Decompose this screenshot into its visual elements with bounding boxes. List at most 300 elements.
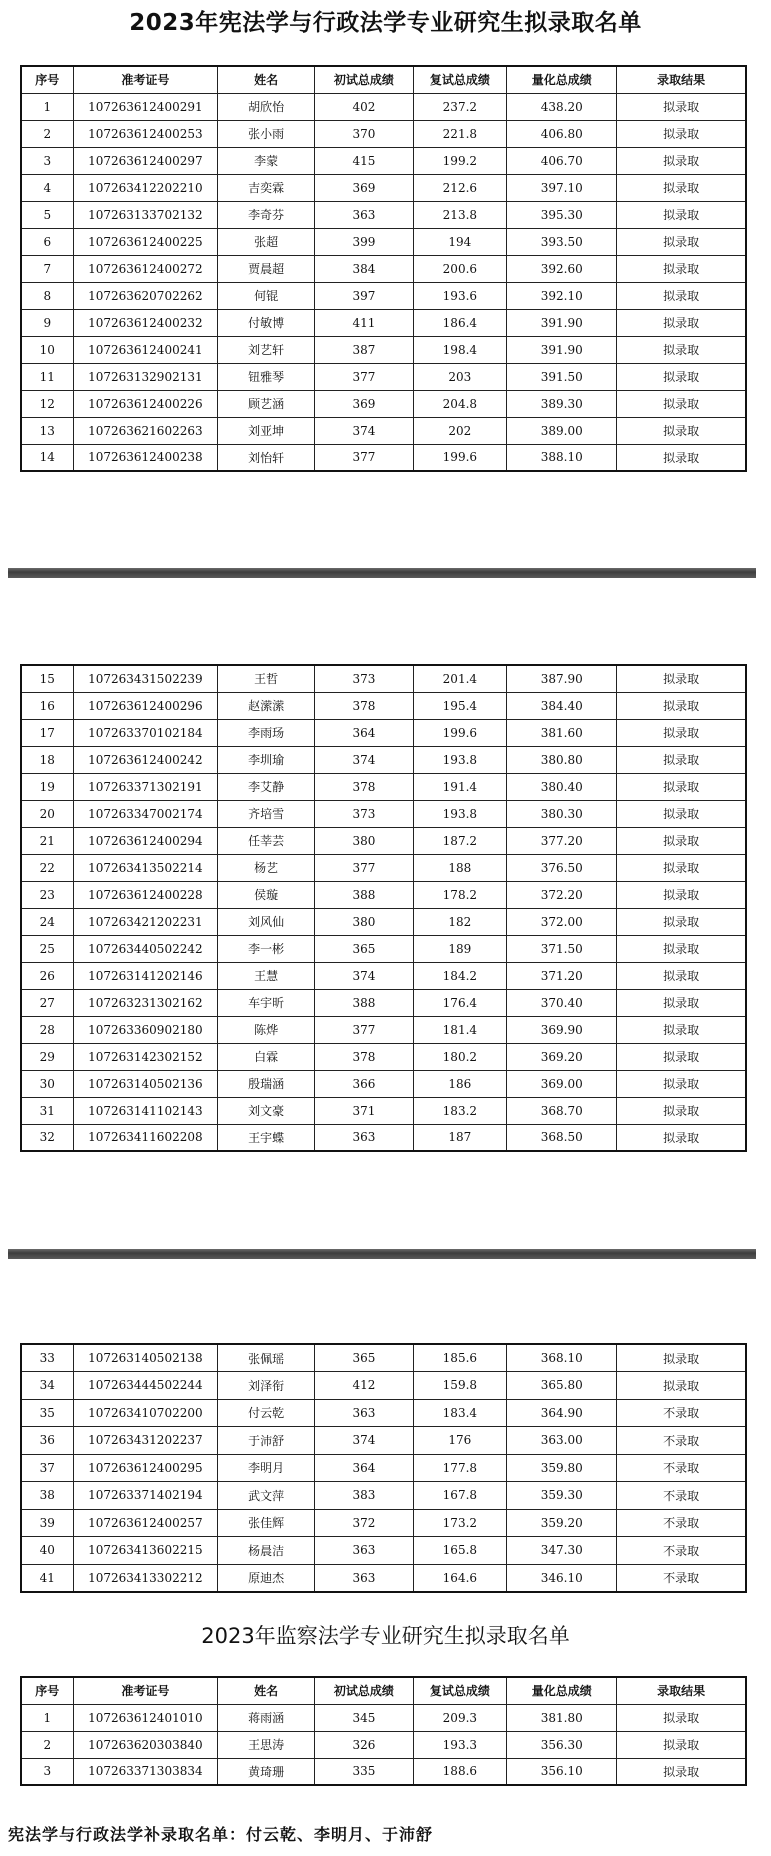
name-cell: 李雨玚 xyxy=(218,719,315,746)
table-row xyxy=(21,1372,746,1400)
prelim-score-cell: 370 xyxy=(315,120,413,147)
total-score-cell: 372.20 xyxy=(507,881,617,908)
retest-score-cell: 183.4 xyxy=(413,1399,507,1427)
result-cell: 拟录取 xyxy=(617,746,746,773)
admission-table-part1 xyxy=(20,65,747,472)
supplementary-admission-note: 宪法学与行政法学补录取名单：付云乾、李明月、于沛舒 xyxy=(8,1825,434,1844)
retest-score-cell: 221.8 xyxy=(413,120,507,147)
exam-id-cell: 107263444502244 xyxy=(73,1372,218,1400)
prelim-score-cell: 397 xyxy=(315,282,413,309)
total-score-cell: 384.40 xyxy=(507,692,617,719)
retest-score-cell: 195.4 xyxy=(413,692,507,719)
seq-cell: 38 xyxy=(21,1482,73,1510)
prelim-score-cell: 402 xyxy=(315,93,413,120)
retest-score-cell: 200.6 xyxy=(413,255,507,282)
table-row xyxy=(21,827,746,854)
retest-score-cell: 201.4 xyxy=(413,665,507,692)
name-cell: 赵潆潆 xyxy=(218,692,315,719)
exam-id-cell: 107263347002174 xyxy=(73,800,218,827)
seq-cell: 16 xyxy=(21,692,73,719)
name-cell: 刘艺轩 xyxy=(218,336,315,363)
retest-score-cell: 176 xyxy=(413,1427,507,1455)
retest-score-cell: 189 xyxy=(413,935,507,962)
total-score-cell: 371.50 xyxy=(507,935,617,962)
table-row xyxy=(21,1097,746,1124)
prelim-score-cell: 372 xyxy=(315,1509,413,1537)
retest-score-cell: 212.6 xyxy=(413,174,507,201)
prelim-score-cell: 374 xyxy=(315,417,413,444)
exam-id-cell: 107263411602208 xyxy=(73,1124,218,1151)
prelim-score-cell: 373 xyxy=(315,800,413,827)
prelim-score-cell: 378 xyxy=(315,773,413,800)
retest-score-cell: 198.4 xyxy=(413,336,507,363)
name-cell: 王思涛 xyxy=(218,1731,315,1758)
exam-id-cell: 107263371302191 xyxy=(73,773,218,800)
seq-cell: 39 xyxy=(21,1509,73,1537)
exam-id-cell: 107263440502242 xyxy=(73,935,218,962)
name-cell: 李一彬 xyxy=(218,935,315,962)
name-cell: 任莘芸 xyxy=(218,827,315,854)
retest-score-cell: 199.6 xyxy=(413,444,507,471)
admission-table-part2 xyxy=(20,664,747,1152)
seq-cell: 12 xyxy=(21,390,73,417)
seq-cell: 2 xyxy=(21,1731,73,1758)
exam-id-cell: 107263431502239 xyxy=(73,665,218,692)
exam-id-cell: 107263612400238 xyxy=(73,444,218,471)
prelim-score-cell: 335 xyxy=(315,1758,413,1785)
column-header: 初试总成绩 xyxy=(315,1677,413,1704)
prelim-score-cell: 371 xyxy=(315,1097,413,1124)
seq-cell: 1 xyxy=(21,1704,73,1731)
seq-cell: 27 xyxy=(21,989,73,1016)
seq-cell: 17 xyxy=(21,719,73,746)
name-cell: 白霖 xyxy=(218,1043,315,1070)
result-cell: 不录取 xyxy=(617,1482,746,1510)
result-cell: 拟录取 xyxy=(617,665,746,692)
column-header: 序号 xyxy=(21,66,73,93)
result-cell: 拟录取 xyxy=(617,719,746,746)
table-row xyxy=(21,935,746,962)
result-cell: 拟录取 xyxy=(617,174,746,201)
result-cell: 拟录取 xyxy=(617,201,746,228)
total-score-cell: 368.50 xyxy=(507,1124,617,1151)
prelim-score-cell: 384 xyxy=(315,255,413,282)
seq-cell: 11 xyxy=(21,363,73,390)
exam-id-cell: 107263612400294 xyxy=(73,827,218,854)
result-cell: 不录取 xyxy=(617,1509,746,1537)
name-cell: 王宇蝶 xyxy=(218,1124,315,1151)
retest-score-cell: 184.2 xyxy=(413,962,507,989)
total-score-cell: 381.80 xyxy=(507,1704,617,1731)
prelim-score-cell: 377 xyxy=(315,1016,413,1043)
total-score-cell: 364.90 xyxy=(507,1399,617,1427)
name-cell: 刘亚坤 xyxy=(218,417,315,444)
column-header: 准考证号 xyxy=(73,66,218,93)
retest-score-cell: 176.4 xyxy=(413,989,507,1016)
column-header: 姓名 xyxy=(218,1677,315,1704)
name-cell: 顾艺涵 xyxy=(218,390,315,417)
seq-cell: 3 xyxy=(21,147,73,174)
table-row xyxy=(21,719,746,746)
exam-id-cell: 107263620303840 xyxy=(73,1731,218,1758)
column-header: 录取结果 xyxy=(617,1677,746,1704)
result-cell: 拟录取 xyxy=(617,390,746,417)
prelim-score-cell: 387 xyxy=(315,336,413,363)
result-cell: 拟录取 xyxy=(617,1124,746,1151)
supervision-law-table xyxy=(20,1676,747,1786)
exam-id-cell: 107263360902180 xyxy=(73,1016,218,1043)
seq-cell: 19 xyxy=(21,773,73,800)
total-score-cell: 359.80 xyxy=(507,1454,617,1482)
prelim-score-cell: 415 xyxy=(315,147,413,174)
name-cell: 付云乾 xyxy=(218,1399,315,1427)
name-cell: 张佩瑶 xyxy=(218,1344,315,1372)
result-cell: 拟录取 xyxy=(617,147,746,174)
name-cell: 贾晨超 xyxy=(218,255,315,282)
header-row xyxy=(21,1677,746,1704)
prelim-score-cell: 378 xyxy=(315,1043,413,1070)
total-score-cell: 381.60 xyxy=(507,719,617,746)
seq-cell: 6 xyxy=(21,228,73,255)
result-cell: 拟录取 xyxy=(617,827,746,854)
exam-id-cell: 107263413302212 xyxy=(73,1564,218,1592)
total-score-cell: 406.80 xyxy=(507,120,617,147)
prelim-score-cell: 399 xyxy=(315,228,413,255)
table-row xyxy=(21,962,746,989)
result-cell: 拟录取 xyxy=(617,1016,746,1043)
name-cell: 张超 xyxy=(218,228,315,255)
name-cell: 杨艺 xyxy=(218,854,315,881)
result-cell: 拟录取 xyxy=(617,692,746,719)
exam-id-cell: 107263141102143 xyxy=(73,1097,218,1124)
retest-score-cell: 187 xyxy=(413,1124,507,1151)
total-score-cell: 369.00 xyxy=(507,1070,617,1097)
result-cell: 拟录取 xyxy=(617,989,746,1016)
table-row xyxy=(21,1482,746,1510)
name-cell: 刘泽衔 xyxy=(218,1372,315,1400)
prelim-score-cell: 412 xyxy=(315,1372,413,1400)
exam-id-cell: 107263413502214 xyxy=(73,854,218,881)
total-score-cell: 380.80 xyxy=(507,746,617,773)
column-header: 复试总成绩 xyxy=(413,66,507,93)
seq-cell: 3 xyxy=(21,1758,73,1785)
retest-score-cell: 194 xyxy=(413,228,507,255)
seq-cell: 29 xyxy=(21,1043,73,1070)
result-cell: 不录取 xyxy=(617,1564,746,1592)
exam-id-cell: 107263141202146 xyxy=(73,962,218,989)
total-score-cell: 376.50 xyxy=(507,854,617,881)
total-score-cell: 392.10 xyxy=(507,282,617,309)
prelim-score-cell: 363 xyxy=(315,201,413,228)
seq-cell: 1 xyxy=(21,93,73,120)
result-cell: 拟录取 xyxy=(617,1344,746,1372)
name-cell: 李奇芬 xyxy=(218,201,315,228)
exam-id-cell: 107263410702200 xyxy=(73,1399,218,1427)
exam-id-cell: 107263612400295 xyxy=(73,1454,218,1482)
result-cell: 拟录取 xyxy=(617,1043,746,1070)
name-cell: 刘怡轩 xyxy=(218,444,315,471)
name-cell: 何锟 xyxy=(218,282,315,309)
table-row xyxy=(21,1043,746,1070)
exam-id-cell: 107263612400291 xyxy=(73,93,218,120)
result-cell: 不录取 xyxy=(617,1427,746,1455)
seq-cell: 37 xyxy=(21,1454,73,1482)
total-score-cell: 363.00 xyxy=(507,1427,617,1455)
exam-id-cell: 107263231302162 xyxy=(73,989,218,1016)
prelim-score-cell: 364 xyxy=(315,1454,413,1482)
seq-cell: 8 xyxy=(21,282,73,309)
prelim-score-cell: 411 xyxy=(315,309,413,336)
table-row xyxy=(21,1758,746,1785)
exam-id-cell: 107263612400232 xyxy=(73,309,218,336)
seq-cell: 26 xyxy=(21,962,73,989)
prelim-score-cell: 363 xyxy=(315,1537,413,1565)
result-cell: 拟录取 xyxy=(617,336,746,363)
table-row xyxy=(21,1731,746,1758)
column-header: 序号 xyxy=(21,1677,73,1704)
column-header: 复试总成绩 xyxy=(413,1677,507,1704)
seq-cell: 25 xyxy=(21,935,73,962)
seq-cell: 35 xyxy=(21,1399,73,1427)
total-score-cell: 347.30 xyxy=(507,1537,617,1565)
seq-cell: 23 xyxy=(21,881,73,908)
total-score-cell: 389.00 xyxy=(507,417,617,444)
column-header: 录取结果 xyxy=(617,66,746,93)
result-cell: 拟录取 xyxy=(617,1097,746,1124)
retest-score-cell: 173.2 xyxy=(413,1509,507,1537)
retest-score-cell: 191.4 xyxy=(413,773,507,800)
seq-cell: 31 xyxy=(21,1097,73,1124)
table-row xyxy=(21,1344,746,1372)
retest-score-cell: 204.8 xyxy=(413,390,507,417)
seq-cell: 33 xyxy=(21,1344,73,1372)
total-score-cell: 377.20 xyxy=(507,827,617,854)
name-cell: 陈烨 xyxy=(218,1016,315,1043)
total-score-cell: 389.30 xyxy=(507,390,617,417)
prelim-score-cell: 366 xyxy=(315,1070,413,1097)
result-cell: 拟录取 xyxy=(617,1372,746,1400)
result-cell: 不录取 xyxy=(617,1399,746,1427)
total-score-cell: 397.10 xyxy=(507,174,617,201)
header-row xyxy=(21,66,746,93)
retest-score-cell: 164.6 xyxy=(413,1564,507,1592)
name-cell: 殷瑞涵 xyxy=(218,1070,315,1097)
name-cell: 吉奕霖 xyxy=(218,174,315,201)
retest-score-cell: 188 xyxy=(413,854,507,881)
column-header: 准考证号 xyxy=(73,1677,218,1704)
exam-id-cell: 107263412202210 xyxy=(73,174,218,201)
name-cell: 李艾静 xyxy=(218,773,315,800)
exam-id-cell: 107263612400225 xyxy=(73,228,218,255)
exam-id-cell: 107263612400241 xyxy=(73,336,218,363)
name-cell: 李蒙 xyxy=(218,147,315,174)
retest-score-cell: 167.8 xyxy=(413,1482,507,1510)
total-score-cell: 369.90 xyxy=(507,1016,617,1043)
total-score-cell: 368.10 xyxy=(507,1344,617,1372)
table-row xyxy=(21,93,746,120)
total-score-cell: 365.80 xyxy=(507,1372,617,1400)
table-row xyxy=(21,692,746,719)
exam-id-cell: 107263612400296 xyxy=(73,692,218,719)
result-cell: 不录取 xyxy=(617,1454,746,1482)
name-cell: 付敏博 xyxy=(218,309,315,336)
total-score-cell: 356.30 xyxy=(507,1731,617,1758)
retest-score-cell: 193.8 xyxy=(413,746,507,773)
result-cell: 拟录取 xyxy=(617,881,746,908)
seq-cell: 32 xyxy=(21,1124,73,1151)
result-cell: 拟录取 xyxy=(617,773,746,800)
seq-cell: 22 xyxy=(21,854,73,881)
exam-id-cell: 107263612400226 xyxy=(73,390,218,417)
total-score-cell: 356.10 xyxy=(507,1758,617,1785)
result-cell: 拟录取 xyxy=(617,800,746,827)
result-cell: 拟录取 xyxy=(617,255,746,282)
seq-cell: 2 xyxy=(21,120,73,147)
table-row xyxy=(21,908,746,935)
prelim-score-cell: 326 xyxy=(315,1731,413,1758)
exam-id-cell: 107263140502136 xyxy=(73,1070,218,1097)
exam-id-cell: 107263370102184 xyxy=(73,719,218,746)
table-row xyxy=(21,390,746,417)
seq-cell: 14 xyxy=(21,444,73,471)
result-cell: 拟录取 xyxy=(617,228,746,255)
table-row xyxy=(21,1399,746,1427)
table-row xyxy=(21,1124,746,1151)
name-cell: 蒋雨涵 xyxy=(218,1704,315,1731)
name-cell: 王哲 xyxy=(218,665,315,692)
table-row xyxy=(21,444,746,471)
retest-score-cell: 186.4 xyxy=(413,309,507,336)
retest-score-cell: 213.8 xyxy=(413,201,507,228)
prelim-score-cell: 377 xyxy=(315,444,413,471)
table-row xyxy=(21,1537,746,1565)
name-cell: 武文萍 xyxy=(218,1482,315,1510)
name-cell: 杨晨洁 xyxy=(218,1537,315,1565)
seq-cell: 4 xyxy=(21,174,73,201)
total-score-cell: 392.60 xyxy=(507,255,617,282)
result-cell: 拟录取 xyxy=(617,282,746,309)
prelim-score-cell: 363 xyxy=(315,1399,413,1427)
total-score-cell: 346.10 xyxy=(507,1564,617,1592)
seq-cell: 36 xyxy=(21,1427,73,1455)
exam-id-cell: 107263621602263 xyxy=(73,417,218,444)
table-row xyxy=(21,989,746,1016)
seq-cell: 34 xyxy=(21,1372,73,1400)
table-row xyxy=(21,881,746,908)
exam-id-cell: 107263620702262 xyxy=(73,282,218,309)
prelim-score-cell: 374 xyxy=(315,962,413,989)
result-cell: 拟录取 xyxy=(617,444,746,471)
table-row xyxy=(21,1016,746,1043)
name-cell: 于沛舒 xyxy=(218,1427,315,1455)
exam-id-cell: 107263413602215 xyxy=(73,1537,218,1565)
total-score-cell: 391.90 xyxy=(507,309,617,336)
table-row xyxy=(21,1704,746,1731)
result-cell: 不录取 xyxy=(617,1537,746,1565)
prelim-score-cell: 378 xyxy=(315,692,413,719)
column-header: 量化总成绩 xyxy=(507,66,617,93)
prelim-score-cell: 380 xyxy=(315,827,413,854)
table-row xyxy=(21,309,746,336)
retest-score-cell: 187.2 xyxy=(413,827,507,854)
table-row xyxy=(21,174,746,201)
prelim-score-cell: 363 xyxy=(315,1564,413,1592)
page-separator xyxy=(8,1249,756,1259)
column-header: 姓名 xyxy=(218,66,315,93)
exam-id-cell: 107263142302152 xyxy=(73,1043,218,1070)
exam-id-cell: 107263612401010 xyxy=(73,1704,218,1731)
total-score-cell: 372.00 xyxy=(507,908,617,935)
result-cell: 拟录取 xyxy=(617,309,746,336)
prelim-score-cell: 383 xyxy=(315,1482,413,1510)
retest-score-cell: 180.2 xyxy=(413,1043,507,1070)
table-row xyxy=(21,1454,746,1482)
result-cell: 拟录取 xyxy=(617,1070,746,1097)
total-score-cell: 388.10 xyxy=(507,444,617,471)
retest-score-cell: 199.2 xyxy=(413,147,507,174)
prelim-score-cell: 388 xyxy=(315,989,413,1016)
total-score-cell: 391.50 xyxy=(507,363,617,390)
seq-cell: 10 xyxy=(21,336,73,363)
table-row xyxy=(21,201,746,228)
name-cell: 侯璇 xyxy=(218,881,315,908)
prelim-score-cell: 363 xyxy=(315,1124,413,1151)
result-cell: 拟录取 xyxy=(617,1731,746,1758)
total-score-cell: 438.20 xyxy=(507,93,617,120)
table-row xyxy=(21,1509,746,1537)
prelim-score-cell: 345 xyxy=(315,1704,413,1731)
name-cell: 王慧 xyxy=(218,962,315,989)
admission-table-part3 xyxy=(20,1343,747,1593)
seq-cell: 9 xyxy=(21,309,73,336)
seq-cell: 21 xyxy=(21,827,73,854)
seq-cell: 40 xyxy=(21,1537,73,1565)
prelim-score-cell: 374 xyxy=(315,746,413,773)
table-row xyxy=(21,665,746,692)
seq-cell: 28 xyxy=(21,1016,73,1043)
table-row xyxy=(21,147,746,174)
prelim-score-cell: 373 xyxy=(315,665,413,692)
main-title: 2023年宪法学与行政法学专业研究生拟录取名单 xyxy=(129,10,642,36)
page-separator xyxy=(8,568,756,578)
total-score-cell: 393.50 xyxy=(507,228,617,255)
exam-id-cell: 107263612400297 xyxy=(73,147,218,174)
column-header: 量化总成绩 xyxy=(507,1677,617,1704)
exam-id-cell: 107263421202231 xyxy=(73,908,218,935)
total-score-cell: 391.90 xyxy=(507,336,617,363)
name-cell: 张佳辉 xyxy=(218,1509,315,1537)
total-score-cell: 359.30 xyxy=(507,1482,617,1510)
table-row xyxy=(21,773,746,800)
exam-id-cell: 107263133702132 xyxy=(73,201,218,228)
name-cell: 齐培雪 xyxy=(218,800,315,827)
seq-cell: 7 xyxy=(21,255,73,282)
name-cell: 钮雅琴 xyxy=(218,363,315,390)
retest-score-cell: 193.3 xyxy=(413,1731,507,1758)
name-cell: 黄琦珊 xyxy=(218,1758,315,1785)
exam-id-cell: 107263612400228 xyxy=(73,881,218,908)
name-cell: 胡欣怡 xyxy=(218,93,315,120)
result-cell: 拟录取 xyxy=(617,908,746,935)
retest-score-cell: 182 xyxy=(413,908,507,935)
name-cell: 原迪杰 xyxy=(218,1564,315,1592)
table-row xyxy=(21,282,746,309)
retest-score-cell: 159.8 xyxy=(413,1372,507,1400)
retest-score-cell: 193.6 xyxy=(413,282,507,309)
result-cell: 拟录取 xyxy=(617,363,746,390)
table-row xyxy=(21,746,746,773)
retest-score-cell: 188.6 xyxy=(413,1758,507,1785)
